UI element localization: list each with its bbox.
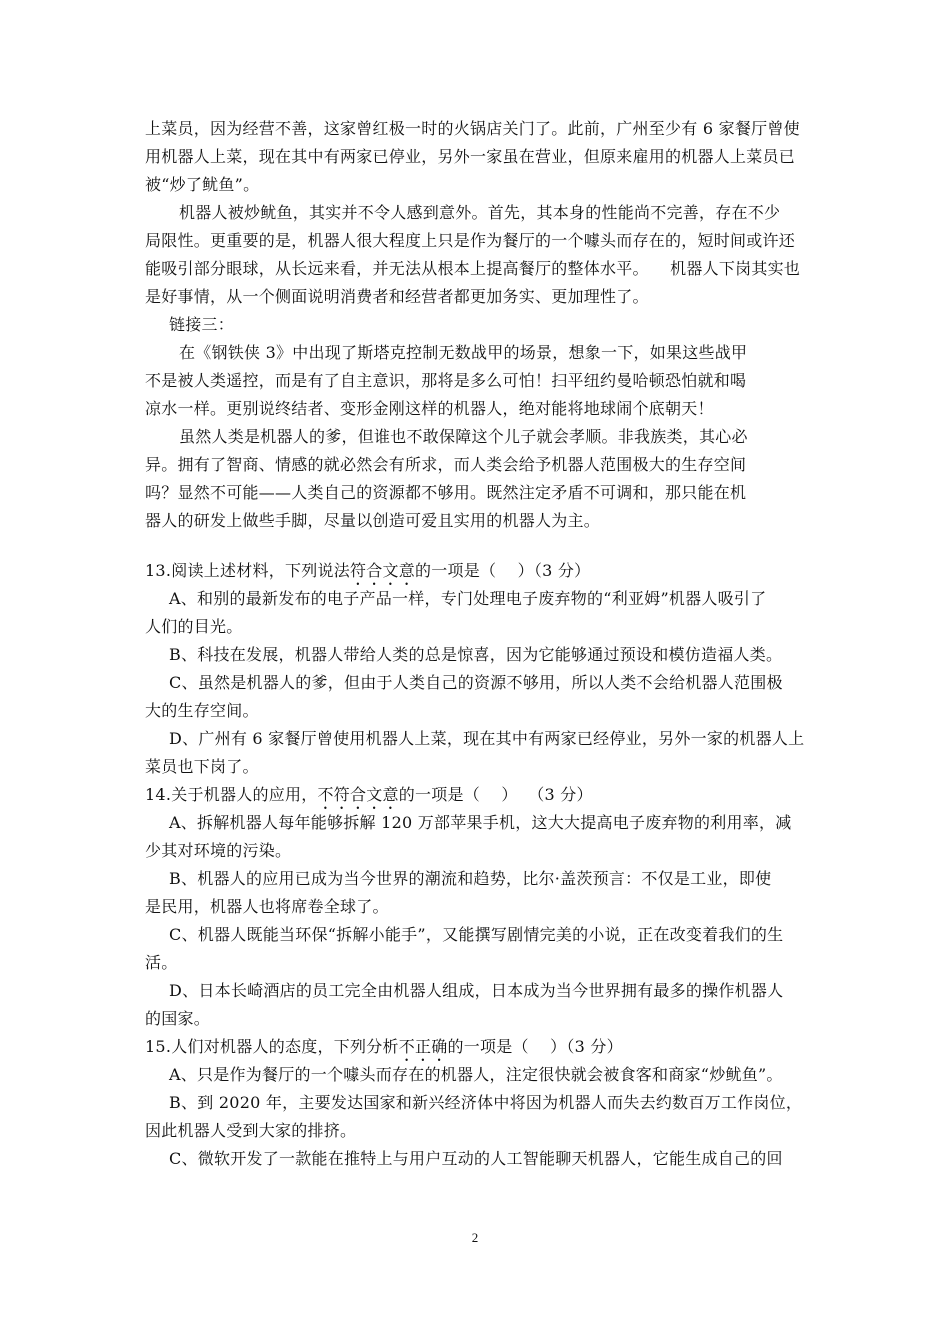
option-c-continued: 活。 (145, 953, 178, 972)
emphasized-text: 不正确 (398, 1037, 448, 1056)
option-c: C、微软开发了一款能在推特上与用户互动的人工智能聊天机器人，它能生成自己的回 (169, 1149, 783, 1168)
option-a: A、只是作为餐厅的一个噱头而存在的机器人，注定很快就会被食客和商家“炒鱿鱼”。 (169, 1065, 783, 1084)
question-stem-suffix: 的一项是（ ）（3 分） (414, 561, 591, 580)
text-line: 异。拥有了智商、情感的就必然会有所求，而人类会给予机器人范围极大的生存空间 (145, 455, 747, 474)
text-line: 凉水一样。更别说终结者、变形金刚这样的机器人，绝对能将地球闹个底朝天！ (145, 399, 714, 418)
question-stem-prefix: 15.人们对机器人的态度，下列分析 (145, 1037, 399, 1056)
emphasized-text: 符合文意 (349, 561, 415, 580)
blank-line (145, 535, 810, 557)
option-c-continued: 大的生存空间。 (145, 701, 259, 720)
option-d: D、广州有 6 家餐厅曾使用机器人上菜，现在其中有两家已经停业，另外一家的机器人上 (169, 729, 805, 748)
option-b: B、机器人的应用已成为当今世界的潮流和趋势，比尔·盖茨预言：不仅是工业，即使 (169, 869, 772, 888)
page-content (145, 115, 810, 1173)
option-c: C、机器人既能当环保“拆解小能手”，又能撰写剧情完美的小说，正在改变着我们的生 (169, 925, 784, 944)
page-number: 2 (471, 1230, 479, 1245)
option-a-continued: 少其对环境的污染。 (145, 841, 292, 860)
text-line: 不是被人类遥控，而是有了自主意识，那将是多么可怕！扫平纽约曼哈顿恐怕就和喝 (145, 371, 747, 390)
question-stem-prefix: 14.关于机器人的应用， (145, 785, 318, 804)
question-stem-suffix: 的一项是（ ）（3 分） (447, 1037, 623, 1056)
option-b-continued: 是民用，机器人也将席卷全球了。 (145, 897, 389, 916)
text-line: 是好事情，从一个侧面说明消费者和经营者都更加务实、更加理性了。 (145, 287, 649, 306)
option-d: D、日本长崎酒店的员工完全由机器人组成，日本成为当今世界拥有最多的操作机器人 (169, 981, 784, 1000)
text-line: 虽然人类是机器人的爹，但谁也不敢保障这个儿子就会孝顺。非我族类，其心必 (179, 427, 748, 446)
option-d-continued: 菜员也下岗了。 (145, 757, 259, 776)
option-a: A、拆解机器人每年能够拆解 120 万部苹果手机，这大大提高电子废弃物的利用率，减 (169, 813, 792, 832)
option-b: B、科技在发展，机器人带给人类的总是惊喜，因为它能够通过预设和模仿造福人类。 (169, 645, 783, 664)
text-line: 器人的研发上做些手脚，尽量以创造可爱且实用的机器人为主。 (145, 511, 601, 530)
option-b-continued: 因此机器人受到大家的排挤。 (145, 1121, 357, 1140)
text-line: 在《钢铁侠 3》中出现了斯塔克控制无数战甲的场景，想象一下，如果这些战甲 (179, 343, 748, 362)
emphasized-text: 不符合文意 (317, 785, 399, 804)
question-14-stem (145, 781, 810, 809)
option-c: C、虽然是机器人的爹，但由于人类自己的资源不够用，所以人类不会给机器人范围极 (169, 673, 783, 692)
text-line: 吗？显然不可能——人类自己的资源都不够用。既然注定矛盾不可调和，那只能在机 (145, 483, 747, 502)
question-stem-suffix: 的一项是（ ） （3 分） (398, 785, 593, 804)
option-a: A、和别的最新发布的电子产品一样，专门处理电子废弃物的“利亚姆”机器人吸引了 (169, 589, 767, 608)
text-line: 用机器人上菜，现在其中有两家已停业，另外一家虽在营业，但原来雇用的机器人上菜员已 (145, 147, 796, 166)
text-line: 上菜员，因为经营不善，这家曾红极一时的火锅店关门了。此前，广州至少有 6 家餐厅曾使 (145, 119, 800, 138)
option-d-continued: 的国家。 (145, 1009, 211, 1028)
text-line: 能吸引部分眼球，从长远来看，并无法从根本上提高餐厅的整体水平。 机器人下岗其实也 (145, 259, 801, 278)
text-line: 被“炒了鱿鱼”。 (145, 175, 260, 194)
section-heading: 链接三： (169, 315, 235, 334)
option-b: B、到 2020 年，主要发达国家和新兴经济体中将因为机器人而失去约数百万工作岗位， (169, 1093, 803, 1112)
option-a-continued: 人们的目光。 (145, 617, 243, 636)
question-13-stem (145, 557, 810, 585)
question-15-stem (145, 1033, 810, 1061)
text-line: 局限性。更重要的是，机器人很大程度上只是作为餐厅的一个噱头而存在的，短时间或许还 (145, 231, 796, 250)
text-line: 机器人被炒鱿鱼，其实并不令人感到意外。首先，其本身的性能尚不完善，存在不少 (179, 203, 781, 222)
question-stem-prefix: 13.阅读上述材料，下列说法 (145, 561, 350, 580)
